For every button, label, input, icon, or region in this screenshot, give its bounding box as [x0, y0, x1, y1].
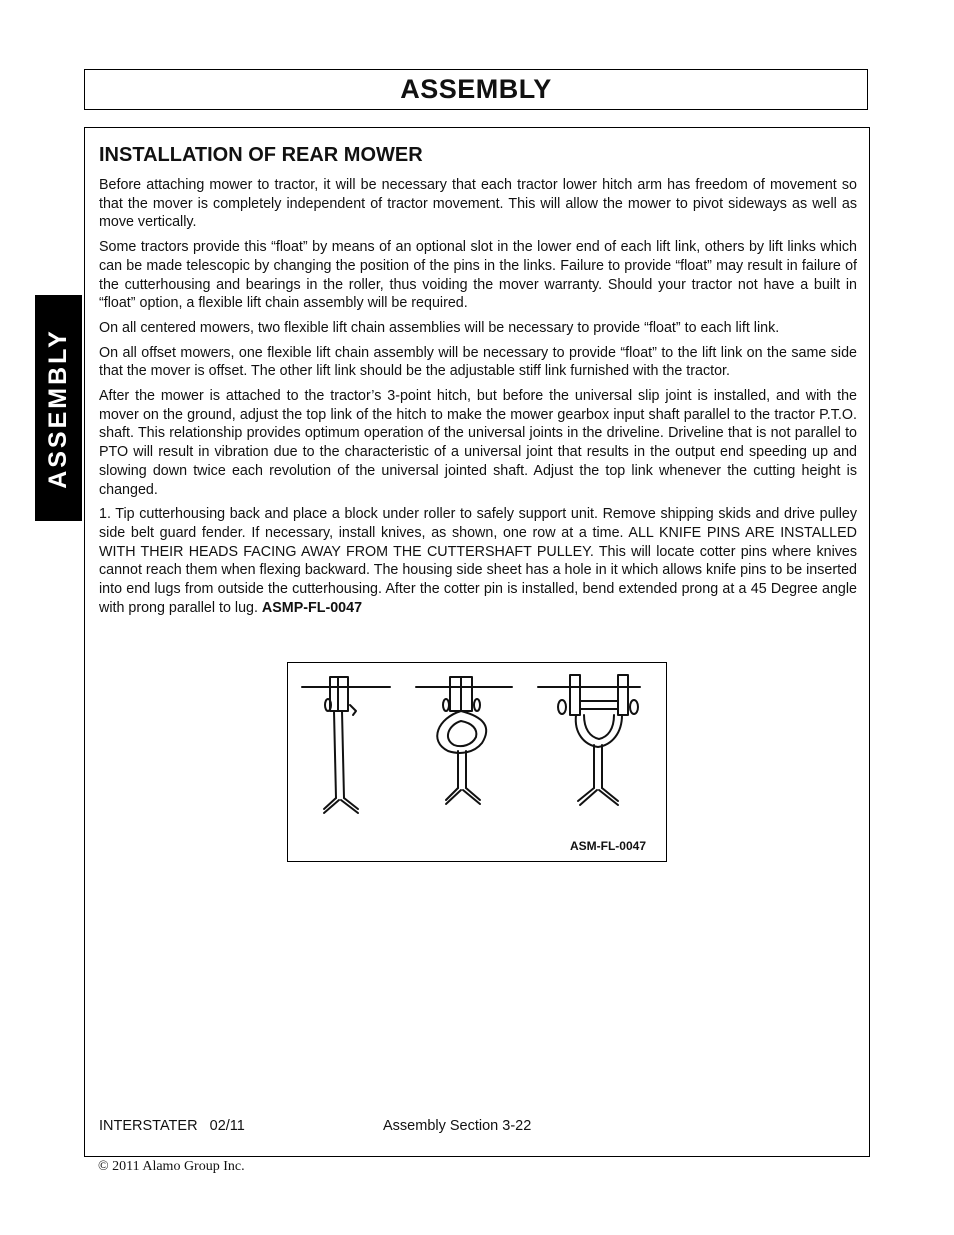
- content-box: [84, 127, 870, 1157]
- knife-ring-link: [416, 677, 512, 804]
- knife-straight-pin: [302, 677, 390, 813]
- step-1-reference: ASMP-FL-0047: [261, 599, 363, 616]
- step-1-text: 1. Tip cutterhousing back and place a block under roller to safely support unit. Remove shipping skids and drive pulley side belt guard fender. If necessary, install knives, as shown, one row at a time. ALL KNIFE PINS ARE INSTALLED WITH THEIR HEADS FACING AWAY FROM THE CUTTERSHAFT PULLEY. This will locate cotter pins where knives cannot reach them when flexing backward. The housing side sheet has a hole in it which allows knife pins to be inserted into end lugs from outside the cutterhousing. After the cotter pin is installed, bend extended prong at a 45 Degree angle with prong parallel to lug.: [99, 506, 857, 616]
- paragraph-float-intro: Before attaching mower to tractor, it will be necessary that each tractor lower hitch arm has freedom of movement so that the mover is completely independent of tractor movement. This will allow the mower to pivot sideways as well as move vertically.: [99, 177, 857, 231]
- paragraph-centered-mowers: On all centered mowers, two flexible lift chain assemblies will be necessary to provide “float” to each lift link.: [99, 319, 780, 336]
- paragraph-float-options: Some tractors provide this “float” by means of an optional slot in the lower end of each lift link, others by lift links which can be made telescopic by changing the position of the pins in the links. Failure to provide “float” may result in failure of the cutterhousing and bearings in the roller, thus voiding the mover warranty. Should your tractor not have a built in “float” option, a flexible lift chain assembly will be required.: [99, 239, 857, 312]
- copyright: © 2011 Alamo Group Inc.: [98, 1159, 245, 1174]
- knife-installation-figure: [287, 662, 667, 862]
- paragraph-top-link: After the mower is attached to the tractor’s 3-point hitch, but before the universal slip joint is installed, and with the mover on the ground, adjust the top link of the hitch to make the mower gearbox input shaft parallel to the tractor P.T.O. shaft. This relationship provides optimum operation of the universal joints in the driveline. Driveline that is not parallel to PTO will result in vibration due to the characteristic of a universal joint that results in the output end speeding up and slowing down twice each revolution of the universal jointed shaft. Adjust the top link whenever the cutting height is changed.: [99, 388, 857, 498]
- side-tab: [35, 295, 82, 521]
- footer-section-page: Assembly Section 3-22: [383, 1118, 532, 1134]
- paragraph-offset-mowers: On all offset mowers, one flexible lift chain assembly will be necessary to provide “float” to the lift link on the same side that the mover is offset. The other lift link should be the adjustable stiff link furnished with the tractor.: [99, 344, 857, 380]
- body-text: [99, 176, 857, 623]
- page-title: ASSEMBLY: [400, 74, 552, 104]
- section-title: INSTALLATION OF REAR MOWER: [99, 144, 423, 166]
- figure-label: ASM-FL-0047: [569, 839, 646, 853]
- paragraph-step-1: [99, 505, 857, 617]
- knife-illustration: [288, 663, 666, 861]
- knife-clevis-link: [538, 675, 640, 805]
- footer-model-date: INTERSTATER 02/11: [99, 1118, 245, 1134]
- side-tab-label: ASSEMBLY: [44, 327, 73, 489]
- page-header: [84, 69, 868, 110]
